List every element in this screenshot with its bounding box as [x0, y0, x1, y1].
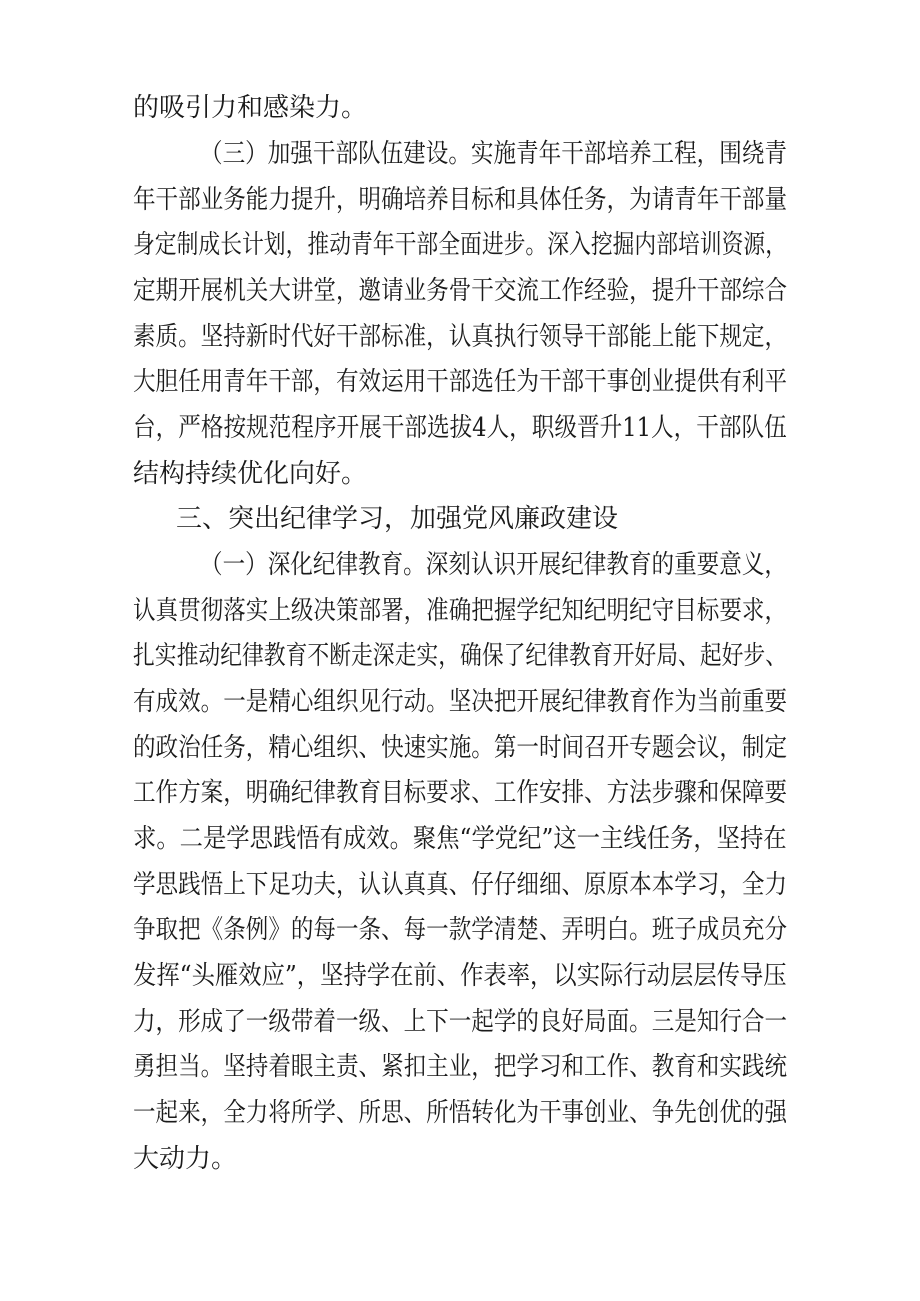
- paragraph-line: 工作方案，明确纪律教育目标要求、工作安排、方法步骤和保障要: [133, 778, 788, 808]
- paragraph-line: 的政治任务，精心组织、快速实施。第一时间召开专题会议，制定: [133, 733, 788, 763]
- paragraph-line: （一）深化纪律教育。深刻认识开展纪律教育的重要意义，: [200, 550, 787, 580]
- paragraph-line: 一起来，全力将所学、所思、所悟转化为干事创业、争先创优的强: [133, 1098, 788, 1128]
- paragraph-line: 的吸引力和感染力。: [133, 93, 368, 123]
- paragraph-line: 素质。坚持新时代好干部标准，认真执行领导干部能上能下规定，: [133, 322, 788, 352]
- paragraph-line: 结构持续优化向好。: [133, 459, 368, 489]
- paragraph-line: 年干部业务能力提升，明确培养目标和具体任务，为请青年干部量: [133, 185, 788, 215]
- paragraph-line: 认真贯彻落实上级决策部署，准确把握学纪知纪明纪守目标要求，: [133, 596, 788, 626]
- paragraph-line: 力，形成了一级带着一级、上下一起学的良好局面。三是知行合一: [133, 1007, 788, 1037]
- paragraph-line: 扎实推动纪律教育不断走深走实，确保了纪律教育开好局、起好步、: [133, 641, 788, 671]
- paragraph-line: 学思践悟上下足功夫，认认真真、仔仔细细、原原本本学习，全力: [133, 870, 788, 900]
- paragraph-line: 大胆任用青年干部，有效运用干部选任为干部干事创业提供有利平: [133, 367, 788, 397]
- paragraph-line: 求。二是学思践悟有成效。聚焦“学党纪”这一主线任务，坚持在: [133, 824, 787, 854]
- paragraph-line: 定期开展机关大讲堂，邀请业务骨干交流工作经验，提升干部综合: [133, 276, 788, 306]
- paragraph-line: 勇担当。坚持着眼主责、紧扣主业，把学习和工作、教育和实践统: [133, 1052, 788, 1082]
- paragraph-line: 身定制成长计划，推动青年干部全面进步。深入挖掘内部培训资源，: [133, 230, 788, 260]
- section-heading: 三、突出纪律学习，加强党风廉政建设: [176, 504, 619, 534]
- paragraph-line: 有成效。一是精心组织见行动。坚决把开展纪律教育作为当前重要: [133, 687, 788, 717]
- paragraph-line: 争取把《条例》的每一条、每一款学清楚、弄明白。班子成员充分: [133, 915, 788, 945]
- paragraph-line: 大动力。: [133, 1144, 238, 1174]
- paragraph-line: （三）加强干部队伍建设。实施青年干部培养工程，围绕青: [200, 139, 787, 169]
- paragraph-line: 发挥“头雁效应”，坚持学在前、作表率，以实际行动层层传导压: [133, 961, 787, 991]
- paragraph-line: 台，严格按规范程序开展干部选拔4人，职级晋升11人，干部队伍: [133, 413, 787, 443]
